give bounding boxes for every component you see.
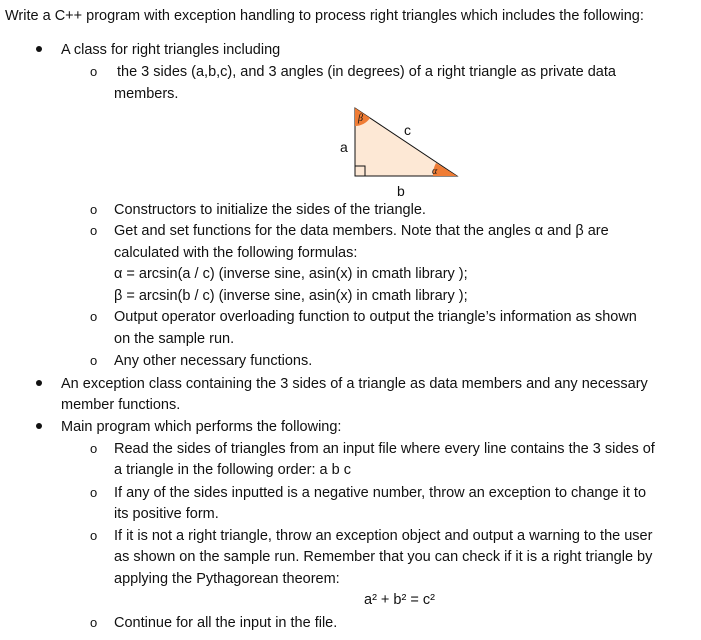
sub-bullet: o — [90, 441, 98, 456]
members-line-1: the 3 sides (a,b,c), and 3 angles (in degrees) of a right triangle as private data — [117, 64, 616, 80]
right-check-line-1: If it is not a right triangle, throw an exception object and output a warning to the user — [114, 528, 653, 544]
sub-bullet: o — [90, 202, 98, 217]
angle-alpha-label: α — [432, 166, 438, 177]
pythagoras-formula: a² + b² = c² — [364, 592, 435, 608]
getset-line-1: Get and set functions for the data members. Note that the angles α and β are — [114, 223, 609, 239]
right-check-line-3: applying the Pythagorean theorem: — [114, 571, 340, 587]
exception-line-2: member functions. — [61, 397, 181, 413]
negative-line-2: its positive form. — [114, 506, 219, 522]
side-c-label: c — [404, 122, 411, 138]
other-functions-text: Any other necessary functions. — [114, 353, 313, 369]
getset-line-2: calculated with the following formulas: — [114, 245, 358, 261]
sub-bullet: o — [90, 353, 98, 368]
side-b-label: b — [397, 183, 405, 199]
continue-text: Continue for all the input in the file. — [114, 615, 338, 631]
sub-bullet: o — [90, 615, 98, 630]
members-line-2: members. — [114, 86, 179, 102]
sub-bullet: o — [90, 485, 98, 500]
intro-text: Write a C++ program with exception handling to process right triangles which includes the following: — [5, 8, 644, 24]
class-item-title: A class for right triangles including — [61, 42, 281, 58]
sub-bullet: o — [90, 309, 98, 324]
right-check-line-2: as shown on the sample run. Remember that you can check if it is a right triangle by — [114, 549, 653, 565]
output-line-2: on the sample run. — [114, 331, 235, 347]
bullet-dot — [36, 423, 42, 429]
bullet-dot — [36, 380, 42, 386]
sub-bullet: o — [90, 223, 98, 238]
formula-alpha: α = arcsin(a / c) (inverse sine, asin(x) in cmath library ); — [114, 266, 468, 282]
main-item-title: Main program which performs the following: — [61, 419, 342, 435]
sub-bullet: o — [90, 528, 98, 543]
formula-beta: β = arcsin(b / c) (inverse sine, asin(x) in cmath library ); — [114, 288, 468, 304]
triangle-shape — [355, 108, 457, 176]
constructors-text: Constructors to initialize the sides of the triangle. — [114, 202, 426, 218]
read-line-1: Read the sides of triangles from an input file where every line contains the 3 sides of — [114, 441, 655, 457]
read-line-2: a triangle in the following order: a b c — [114, 462, 351, 478]
output-line-1: Output operator overloading function to output the triangle’s information as shown — [114, 309, 637, 325]
side-a-label: a — [340, 139, 348, 155]
sub-bullet: o — [90, 64, 98, 79]
exception-line-1: An exception class containing the 3 sides of a triangle as data members and any necessary — [61, 376, 648, 392]
angle-beta-label: β — [358, 113, 363, 124]
negative-line-1: If any of the sides inputted is a negative number, throw an exception to change it to — [114, 485, 647, 501]
